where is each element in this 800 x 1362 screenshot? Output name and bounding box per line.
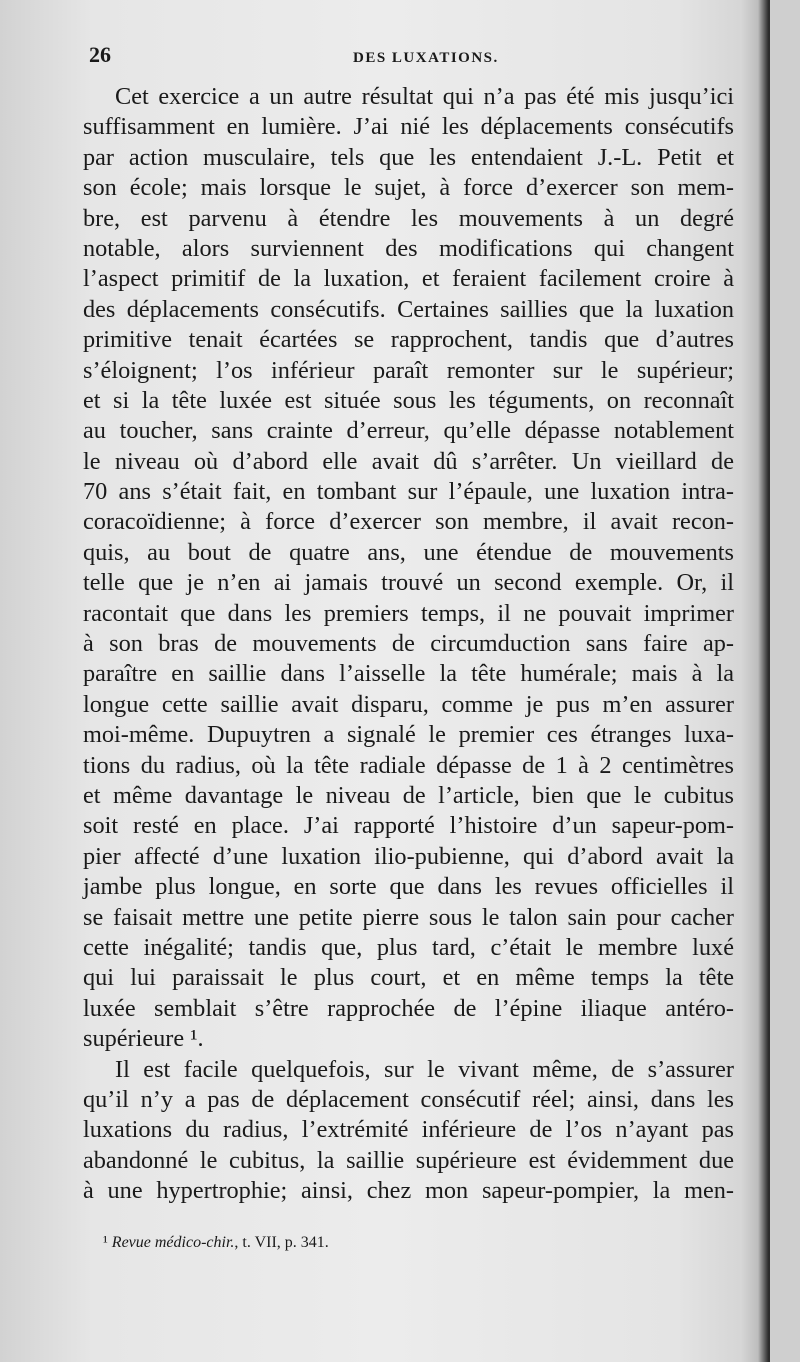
text-line: luxations du radius, l’extrémité inférieure de l’os n’ayant pas — [83, 1116, 734, 1144]
text-line: qu’il n’y a pas de déplacement consécutif réel; ainsi, dans les — [83, 1085, 734, 1113]
text-line: et même davantage le niveau de l’article, bien que le cubitus — [83, 781, 734, 809]
page-header — [83, 40, 734, 82]
body-text — [83, 82, 734, 1206]
footnote-separator — [83, 1206, 734, 1232]
page-edge-shadow — [740, 0, 770, 1362]
footnote — [83, 1232, 734, 1254]
text-line: cette inégalité; tandis que, plus tard, c’était le membre luxé — [83, 933, 734, 961]
text-line: par action musculaire, tels que les entendaient J.-L. Petit et — [83, 143, 734, 171]
text-line: qui lui paraissait le plus court, et en même temps la tête — [83, 964, 734, 992]
footnote-marker: ¹ — [103, 1234, 108, 1252]
text-line: au toucher, sans crainte d’erreur, qu’elle dépasse notablement — [83, 417, 734, 445]
text-line: suffisamment en lumière. J’ai nié les déplacements consécutifs — [83, 113, 734, 141]
text-line: Cet exercice a un autre résultat qui n’a pas été mis jusqu’ici — [115, 83, 734, 110]
text-line: et si la tête luxée est située sous les téguments, on reconnaît — [83, 386, 734, 414]
running-title: DES LUXATIONS. — [353, 50, 499, 66]
text-line: quis, au bout de quatre ans, une étendue de mouvements — [83, 538, 734, 566]
text-line: s’éloignent; l’os inférieur paraît remonter sur le supérieur; — [83, 356, 734, 384]
text-line: notable, alors surviennent des modifications qui changent — [83, 234, 734, 262]
text-line: jambe plus longue, en sorte que dans les revues officielles il — [83, 873, 734, 901]
text-line: luxée semblait s’être rapprochée de l’épine iliaque antéro- — [83, 994, 734, 1022]
text-line: racontait que dans les premiers temps, il ne pouvait imprimer — [83, 599, 734, 627]
text-line: à son bras de mouvements de circumduction sans faire ap- — [83, 630, 734, 658]
text-line: bre, est parvenu à étendre les mouvements à un degré — [83, 204, 734, 232]
text-line: tions du radius, où la tête radiale dépasse de 1 à 2 centimètres — [83, 751, 734, 779]
text-line: l’aspect primitif de la luxation, et feraient facilement croire à — [83, 265, 734, 293]
text-line: pier affecté d’une luxation ilio-pubienne, qui d’abord avait la — [83, 842, 734, 870]
page-number: 26 — [89, 42, 111, 67]
text-line: telle que je n’en ai jamais trouvé un second exemple. Or, il — [83, 569, 734, 597]
text-line: soit resté en place. J’ai rapporté l’histoire d’un sapeur-pom- — [83, 812, 734, 840]
text-line: se faisait mettre une petite pierre sous le talon sain pour cacher — [83, 903, 734, 931]
text-line: des déplacements consécutifs. Certaines saillies que la luxation — [83, 295, 734, 323]
text-line: à une hypertrophie; ainsi, chez mon sapeur-pompier, la men- — [83, 1177, 734, 1205]
footnote-reference: , t. VII, p. 341. — [234, 1234, 329, 1252]
text-line: le niveau où d’abord elle avait dû s’arrêter. Un vieillard de — [83, 447, 734, 475]
text-line: primitive tenait écartées se rapprochent, tandis que d’autres — [83, 326, 734, 354]
text-line: Il est facile quelquefois, sur le vivant même, de s’assurer — [115, 1055, 734, 1083]
text-line: 70 ans s’était fait, en tombant sur l’épaule, une luxation intra- — [83, 478, 734, 506]
text-line: son école; mais lorsque le sujet, à force d’exercer son mem- — [83, 174, 734, 202]
text-line: coracoïdienne; à force d’exercer son membre, il avait recon- — [83, 508, 734, 536]
text-line: abandonné le cubitus, la saillie supérieure est évidemment due — [83, 1146, 734, 1174]
text-line: moi-même. Dupuytren a signalé le premier ces étranges luxa- — [83, 721, 734, 749]
text-line: longue cette saillie avait disparu, comme je pus m’en assurer — [83, 690, 734, 718]
text-line: supérieure ¹. — [83, 1025, 204, 1053]
footnote-source: Revue médico-chir. — [111, 1234, 235, 1252]
text-line: paraître en saillie dans l’aisselle la tête humérale; mais à la — [83, 660, 734, 688]
